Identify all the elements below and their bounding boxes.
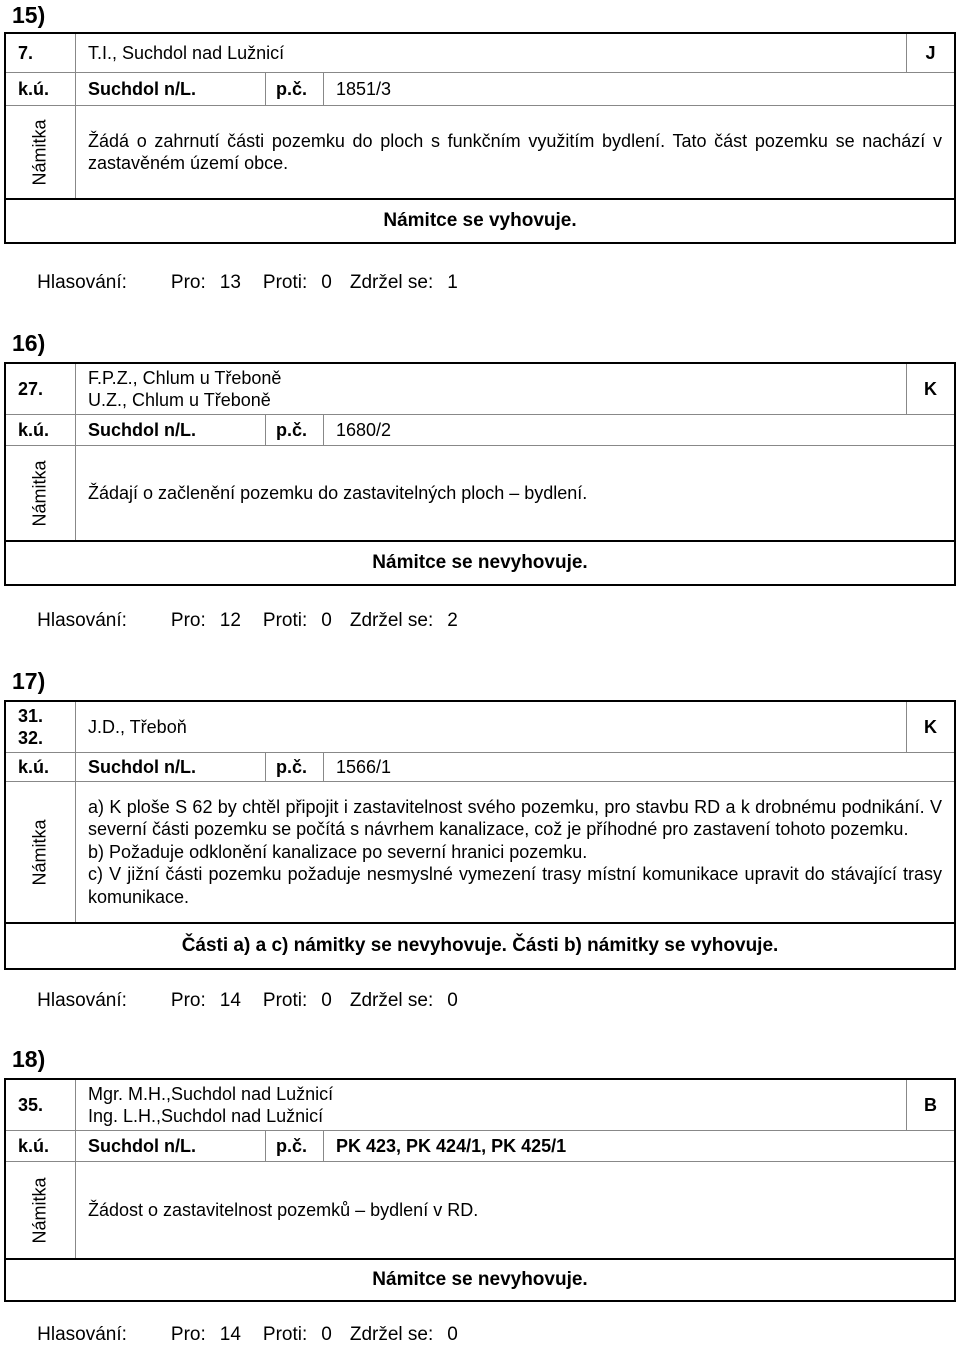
vote-zdrzel-value: 2 [447, 610, 458, 631]
vote-label: Hlasování: [37, 610, 127, 631]
submitter-name: T.I., Suchdol nad Lužnicí [88, 43, 285, 63]
vote-line [16, 588, 458, 654]
decision-text: Námitce se vyhovuje. [383, 210, 577, 231]
submitter-names [76, 364, 906, 414]
decision-text: Námitce se nevyhovuje. [372, 552, 588, 573]
parcel-row [6, 753, 954, 782]
parcel-row [6, 73, 954, 106]
vote-proti-label: Proti: [262, 1324, 308, 1345]
decision-row [6, 542, 954, 584]
objection-text: Žádost o zastavitelnost pozemků – bydlení v RD. [88, 1199, 479, 1220]
category-code: J [906, 34, 954, 72]
submitter-name: Mgr. M.H.,Suchdol nad Lužnicí [88, 1084, 334, 1104]
objection-record [4, 362, 956, 586]
objection-number: 7. [6, 34, 76, 72]
vote-proti-label: Proti: [262, 610, 308, 631]
section-heading: 15) [12, 2, 46, 28]
vote-zdrzel-label: Zdržel se: [349, 1324, 434, 1345]
vote-proti-value: 0 [321, 272, 332, 293]
category-code: K [906, 364, 954, 414]
objection-text: Žádají o začlenění pozemku do zastavitelných ploch – bydlení. [88, 482, 588, 503]
vote-pro-value: 13 [219, 272, 241, 293]
category-code: B [906, 1080, 954, 1130]
objection-number: 35. [6, 1080, 76, 1130]
vote-line [16, 968, 458, 1034]
pc-label: p.č. [266, 73, 324, 105]
ku-label: k.ú. [6, 1131, 76, 1161]
vote-proti-label: Proti: [262, 272, 308, 293]
vote-zdrzel-value: 0 [447, 990, 458, 1011]
vote-zdrzel-value: 1 [447, 272, 458, 293]
ku-label: k.ú. [6, 73, 76, 105]
objection-row [6, 1162, 954, 1260]
objection-label-cell [6, 106, 76, 198]
vote-zdrzel-label: Zdržel se: [349, 610, 434, 631]
ku-label: k.ú. [6, 415, 76, 445]
objection-label-cell [6, 782, 76, 922]
submitter-name: Ing. L.H.,Suchdol nad Lužnicí [88, 1106, 324, 1126]
header-row [6, 702, 954, 753]
pc-label: p.č. [266, 415, 324, 445]
objection-row [6, 446, 954, 542]
vote-proti-value: 0 [321, 1324, 332, 1345]
section-heading: 17) [12, 668, 46, 694]
header-row [6, 364, 954, 415]
objection-text-cell [76, 1162, 954, 1258]
objection-text-cell [76, 782, 954, 922]
category-code: K [906, 702, 954, 752]
objection-label: Námitka [29, 1176, 50, 1244]
vote-line [16, 250, 458, 316]
submitter-name: F.P.Z., Chlum u Třeboně [88, 368, 282, 388]
cadastre-name: Suchdol n/L. [76, 415, 266, 445]
objection-text-cell [76, 106, 954, 198]
submitter-name: J.D., Třeboň [88, 717, 187, 737]
parcel-number: PK 423, PK 424/1, PK 425/1 [336, 1135, 567, 1156]
vote-line [16, 1302, 458, 1368]
vote-pro-value: 14 [219, 1324, 241, 1345]
header-row [6, 34, 954, 73]
decision-row [6, 1260, 954, 1300]
vote-proti-value: 0 [321, 610, 332, 631]
ku-label: k.ú. [6, 753, 76, 781]
vote-label: Hlasování: [37, 1324, 127, 1345]
objection-label: Námitka [29, 459, 50, 527]
objection-row [6, 106, 954, 200]
vote-zdrzel-value: 0 [447, 1324, 458, 1345]
pc-label: p.č. [266, 1131, 324, 1161]
parcel-number: 1851/3 [336, 78, 392, 99]
submitter-name: U.Z., Chlum u Třeboně [88, 390, 271, 410]
objection-text: Žádá o zahrnutí části pozemku do ploch s funkčním využitím bydlení. Tato část pozemku se nachází v zastavěném území obce. [88, 130, 942, 173]
vote-pro-label: Pro: [170, 1324, 206, 1345]
parcel-number: 1680/2 [336, 419, 392, 440]
objection-record [4, 32, 956, 244]
vote-pro-label: Pro: [170, 990, 206, 1011]
objection-label-cell [6, 446, 76, 540]
vote-zdrzel-label: Zdržel se: [349, 990, 434, 1011]
objection-label-cell [6, 1162, 76, 1258]
objection-text-part-a: a) K ploše S 62 by chtěl připojit i zastavitelnost svého pozemku, pro stavbu RD a k drobnému podnikání. V severní části pozemku se počítá s návrhem kanalizace, což je příhodné pro zastavení tohoto pozemku. [88, 796, 942, 840]
decision-text: Části a) a c) námitky se nevyhovuje. Části b) námitky se vyhovuje. [181, 935, 779, 956]
section-heading: 16) [12, 330, 46, 356]
objection-row [6, 782, 954, 924]
objection-label: Námitka [29, 818, 50, 886]
vote-pro-value: 14 [219, 990, 241, 1011]
objection-text-part-c: c) V jižní části pozemku požaduje nesmyslné vymezení trasy místní komunikace upravit do stávající trasy komunikace. [88, 864, 942, 907]
decision-row [6, 200, 954, 242]
vote-proti-label: Proti: [262, 990, 308, 1011]
objection-number: 31. 32. [6, 702, 76, 752]
objection-number: 27. [6, 364, 76, 414]
objection-label: Námitka [29, 118, 50, 186]
pc-label: p.č. [266, 753, 324, 781]
vote-zdrzel-label: Zdržel se: [349, 272, 434, 293]
vote-pro-label: Pro: [170, 610, 206, 631]
vote-label: Hlasování: [37, 272, 127, 293]
vote-label: Hlasování: [37, 990, 127, 1011]
objection-record [4, 1078, 956, 1302]
objection-record [4, 700, 956, 970]
cadastre-name: Suchdol n/L. [76, 1131, 266, 1161]
decision-text: Námitce se nevyhovuje. [372, 1269, 588, 1290]
parcel-row [6, 1131, 954, 1162]
vote-pro-label: Pro: [170, 272, 206, 293]
parcel-row [6, 415, 954, 446]
vote-proti-value: 0 [321, 990, 332, 1011]
header-row [6, 1080, 954, 1131]
parcel-number: 1566/1 [336, 756, 392, 777]
submitter-names [76, 1080, 906, 1130]
vote-pro-value: 12 [219, 610, 241, 631]
cadastre-name: Suchdol n/L. [76, 753, 266, 781]
decision-row [6, 924, 954, 968]
section-heading: 18) [12, 1046, 46, 1072]
objection-text-part-b: b) Požaduje odklonění kanalizace po severní hranici pozemku. [88, 841, 588, 862]
cadastre-name: Suchdol n/L. [76, 73, 266, 105]
objection-text-cell [76, 446, 954, 540]
